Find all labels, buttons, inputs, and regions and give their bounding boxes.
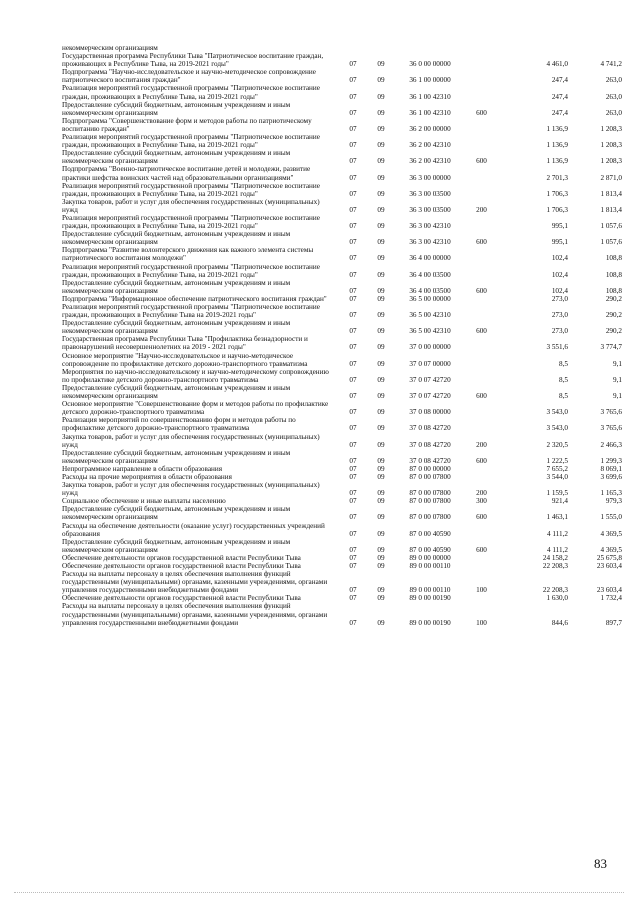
cell-name: Реализация мероприятий государственной программы "Патриотическое воспитание граждан, проживающих в Республике Тыва, на 2019-2021 годы" (62, 181, 320, 198)
table-row (62, 522, 622, 538)
cell-subsection: 09 (377, 618, 385, 627)
cell-amount-year-2: 1 555,0 (600, 513, 622, 522)
table-row (62, 554, 622, 562)
cell-expense-type: 100 (476, 586, 487, 595)
cell-subsection: 09 (377, 529, 385, 538)
cell-amount-year-2: 979,3 (605, 497, 622, 506)
cell-amount-year-1: 3 543,0 (546, 424, 568, 433)
cell-amount-year-1: 247,4 (551, 92, 568, 101)
cell-amount-year-1: 4 461,0 (546, 60, 568, 69)
cell-subsection: 09 (377, 270, 385, 279)
cell-target-article: 36 2 00 00000 (409, 124, 451, 133)
table-row (62, 279, 622, 295)
cell-amount-year-2: 23 603,4 (596, 586, 622, 595)
cell-name: Реализация мероприятий государственной программы "Патриотическое воспитание граждан, проживающих в Республике Тыва, на 2019-2021 годы" (62, 84, 320, 101)
cell-subsection: 09 (377, 472, 385, 481)
cell-subsection: 09 (377, 440, 385, 449)
cell-name: Расходы на выплаты персоналу в целях обеспечения выполнения функций государственными (муниципальными) органами, казенными учреждениями, органами управления государственными внебюджетными фондами (62, 602, 328, 627)
cell-target-article: 87 0 00 07800 (409, 513, 451, 522)
cell-name: Реализация мероприятий по совершенствованию форм и методов работы по профилактике детского дорожно-транспортного травматизма (62, 416, 296, 433)
cell-section: 07 (349, 270, 357, 279)
cell-amount-year-1: 1 136,9 (546, 124, 568, 133)
cell-amount-year-2: 1 813,4 (600, 189, 622, 198)
cell-section: 07 (349, 392, 357, 401)
table-row (62, 101, 622, 117)
cell-name: Подпрограмма "Научно-исследовательское и научно-методическое сопровождение патриотического воспитания граждан" (62, 68, 316, 85)
cell-expense-type: 200 (476, 489, 487, 498)
cell-target-article: 36 3 00 03500 (409, 205, 451, 214)
cell-target-article: 37 0 08 00000 (409, 408, 451, 417)
table-row (62, 44, 622, 52)
cell-subsection: 09 (377, 92, 385, 101)
cell-section: 07 (349, 545, 357, 554)
cell-amount-year-2: 290,2 (605, 294, 622, 303)
cell-amount-year-2: 1 208,3 (600, 124, 622, 133)
cell-section: 07 (349, 286, 357, 295)
cell-name: Государственная программа Республики Тыва "Профилактика безнадзорности и правонарушений несовершеннолетних на 2019 - 2021 годы" (62, 335, 308, 352)
cell-subsection: 09 (377, 392, 385, 401)
table-row (62, 538, 622, 554)
cell-subsection: 09 (377, 311, 385, 320)
cell-amount-year-2: 1 165,3 (600, 489, 622, 498)
cell-section: 07 (349, 311, 357, 320)
cell-subsection: 09 (377, 189, 385, 198)
cell-subsection: 09 (377, 375, 385, 384)
cell-subsection: 09 (377, 108, 385, 117)
cell-section: 07 (349, 472, 357, 481)
cell-amount-year-2: 23 603,4 (596, 562, 622, 570)
cell-amount-year-2: 263,0 (605, 108, 622, 117)
cell-amount-year-1: 102,4 (551, 254, 568, 263)
cell-name: Государственная программа Республики Тыва "Патриотическое воспитание граждан, проживающих в Республике Тыва, на 2019-2021 годы" (62, 52, 324, 69)
cell-expense-type: 600 (476, 286, 487, 295)
cell-amount-year-2: 1 732,4 (600, 594, 622, 603)
cell-subsection: 09 (377, 238, 385, 247)
cell-name: Предоставление субсидий бюджетным, автономным учреждениям и иным некоммерческим организациям (62, 230, 291, 247)
cell-section: 07 (349, 254, 357, 263)
cell-name: некоммерческим организациям (62, 44, 158, 52)
cell-section: 07 (349, 108, 357, 117)
table-row (62, 505, 622, 521)
table-row (62, 416, 622, 432)
cell-section: 07 (349, 513, 357, 522)
cell-name: Основное мероприятие "Совершенствование форм и методов работы по профилактике детского дорожно-транспортного травматизма (62, 400, 329, 417)
cell-subsection: 09 (377, 489, 385, 498)
cell-name: Предоставление субсидий бюджетным, автономным учреждениям и иным некоммерческим организациям (62, 149, 291, 166)
table-row (62, 594, 622, 602)
cell-expense-type: 600 (476, 545, 487, 554)
table-row (62, 570, 622, 594)
cell-name: Предоставление субсидий бюджетным, автономным учреждениям и иным некоммерческим организациям (62, 100, 291, 117)
cell-target-article: 36 5 00 00000 (409, 294, 451, 303)
cell-amount-year-1: 3 544,0 (546, 472, 568, 481)
cell-name: Предоставление субсидий бюджетным, автономным учреждениям и иным некоммерческим организациям (62, 537, 291, 554)
cell-amount-year-2: 263,0 (605, 76, 622, 85)
cell-amount-year-1: 4 111,2 (546, 529, 568, 538)
cell-subsection: 09 (377, 545, 385, 554)
cell-amount-year-1: 995,1 (551, 222, 568, 231)
cell-amount-year-2: 2 871,0 (600, 173, 622, 182)
table-row (62, 246, 622, 262)
cell-name: Предоставление субсидий бюджетным, автономным учреждениям и иным некоммерческим организациям (62, 448, 291, 465)
cell-target-article: 89 0 00 00190 (409, 618, 451, 627)
cell-section: 07 (349, 76, 357, 85)
cell-amount-year-2: 108,8 (605, 270, 622, 279)
cell-amount-year-1: 273,0 (551, 294, 568, 303)
cell-name: Обеспечение деятельности органов государственной власти Республики Тыва (62, 594, 301, 603)
cell-expense-type: 100 (476, 618, 487, 627)
cell-section: 07 (349, 586, 357, 595)
cell-subsection: 09 (377, 173, 385, 182)
cell-amount-year-2: 3 774,7 (600, 343, 622, 352)
cell-expense-type: 200 (476, 205, 487, 214)
cell-amount-year-1: 247,4 (551, 76, 568, 85)
table-row (62, 84, 622, 100)
cell-amount-year-1: 995,1 (551, 238, 568, 247)
cell-subsection: 09 (377, 424, 385, 433)
cell-subsection: 09 (377, 60, 385, 69)
cell-name: Реализация мероприятий государственной программы "Патриотическое воспитание граждан, проживающих в Республике Тыва, на 2019-2021 годы" (62, 213, 320, 231)
budget-table (62, 44, 622, 627)
cell-name: Реализация мероприятий государственной программы "Патриотическое воспитание граждан, проживающих в Республике Тыва, на 2019-2021 годы" (62, 133, 320, 150)
cell-amount-year-1: 22 208,3 (542, 562, 568, 570)
cell-section: 07 (349, 173, 357, 182)
cell-amount-year-1: 273,0 (551, 311, 568, 320)
cell-section: 07 (349, 294, 357, 303)
cell-amount-year-1: 3 543,0 (546, 408, 568, 417)
cell-section: 07 (349, 440, 357, 449)
cell-amount-year-2: 1 299,3 (600, 456, 622, 465)
cell-expense-type: 600 (476, 238, 487, 247)
table-row (62, 497, 622, 505)
cell-section: 07 (349, 157, 357, 166)
page-bottom-rule (14, 892, 624, 893)
cell-section: 07 (349, 124, 357, 133)
cell-section: 07 (349, 141, 357, 150)
cell-subsection: 09 (377, 124, 385, 133)
table-row (62, 230, 622, 246)
table-row (62, 214, 622, 230)
cell-amount-year-1: 7 655,2 (546, 464, 568, 473)
cell-amount-year-1: 1 222,5 (546, 456, 568, 465)
cell-section: 07 (349, 205, 357, 214)
cell-target-article: 36 1 00 00000 (409, 76, 451, 85)
table-row (62, 319, 622, 335)
cell-amount-year-2: 4 369,5 (600, 529, 622, 538)
cell-target-article: 36 1 00 42310 (409, 92, 451, 101)
cell-amount-year-1: 1 136,9 (546, 141, 568, 150)
table-row (62, 117, 622, 133)
cell-section: 07 (349, 562, 357, 570)
cell-amount-year-2: 3 699,6 (600, 472, 622, 481)
table-row (62, 149, 622, 165)
cell-subsection: 09 (377, 222, 385, 231)
cell-name: Подпрограмма "Военно-патриотическое воспитание детей и молодежи, развитие практики шефства воинских частей над образовательными организациями" (62, 165, 311, 182)
cell-target-article: 37 0 08 42720 (409, 456, 451, 465)
cell-section: 07 (349, 327, 357, 336)
cell-amount-year-1: 3 551,6 (546, 343, 568, 352)
table-row (62, 384, 622, 400)
cell-expense-type: 200 (476, 440, 487, 449)
cell-section: 07 (349, 408, 357, 417)
cell-target-article: 37 0 07 00000 (409, 359, 451, 368)
cell-target-article: 87 0 00 40590 (409, 545, 451, 554)
cell-amount-year-2: 1 057,6 (600, 238, 622, 247)
cell-target-article: 36 4 00 03500 (409, 270, 451, 279)
cell-target-article: 36 3 00 42310 (409, 222, 451, 231)
cell-subsection: 09 (377, 157, 385, 166)
cell-target-article: 87 0 00 07800 (409, 472, 451, 481)
cell-name: Предоставление субсидий бюджетным, автономным учреждениям и иным некоммерческим организациям (62, 505, 291, 522)
cell-section: 07 (349, 424, 357, 433)
cell-section: 07 (349, 375, 357, 384)
cell-section: 07 (349, 222, 357, 231)
cell-subsection: 09 (377, 553, 385, 562)
table-row (62, 198, 622, 214)
cell-amount-year-1: 8,5 (559, 375, 568, 384)
cell-amount-year-2: 290,2 (605, 311, 622, 320)
cell-section: 07 (349, 497, 357, 506)
cell-amount-year-2: 8 069,1 (600, 464, 622, 473)
cell-amount-year-1: 1 630,0 (546, 594, 568, 603)
cell-target-article: 36 4 00 00000 (409, 254, 451, 263)
cell-section: 07 (349, 60, 357, 69)
cell-target-article: 36 3 00 00000 (409, 173, 451, 182)
cell-amount-year-1: 1 463,1 (546, 513, 568, 522)
cell-expense-type: 600 (476, 456, 487, 465)
table-row (62, 449, 622, 465)
table-row (62, 133, 622, 149)
cell-expense-type: 300 (476, 497, 487, 506)
cell-target-article: 36 2 00 42310 (409, 141, 451, 150)
cell-subsection: 09 (377, 497, 385, 506)
cell-target-article: 37 0 07 42720 (409, 392, 451, 401)
cell-name: Закупка товаров, работ и услуг для обеспечения государственных (муниципальных) нужд (62, 481, 320, 498)
cell-target-article: 89 0 00 00190 (409, 594, 451, 603)
table-row (62, 52, 622, 68)
cell-name: Реализация мероприятий государственной программы "Патриотическое воспитание граждан, проживающих в Республике Тыва на 2019-2021 годы" (62, 303, 320, 320)
cell-amount-year-1: 2 320,5 (546, 440, 568, 449)
cell-target-article: 36 5 00 42310 (409, 311, 451, 320)
cell-section: 07 (349, 189, 357, 198)
cell-subsection: 09 (377, 327, 385, 336)
cell-amount-year-2: 9,1 (613, 375, 622, 384)
cell-subsection: 09 (377, 562, 385, 570)
table-row (62, 368, 622, 384)
cell-amount-year-1: 8,5 (559, 359, 568, 368)
table-row (62, 602, 622, 626)
cell-amount-year-1: 1 706,3 (546, 189, 568, 198)
table-row (62, 303, 622, 319)
cell-target-article: 89 0 00 00110 (409, 562, 451, 570)
cell-target-article: 36 2 00 42310 (409, 157, 451, 166)
cell-name: Обеспечение деятельности органов государственной власти Республики Тыва (62, 553, 301, 562)
cell-section: 07 (349, 456, 357, 465)
cell-subsection: 09 (377, 408, 385, 417)
cell-amount-year-1: 24 158,2 (542, 553, 568, 562)
cell-amount-year-1: 1 159,5 (546, 489, 568, 498)
page-number: 83 (594, 856, 607, 871)
cell-amount-year-1: 1 706,3 (546, 205, 568, 214)
cell-target-article: 36 5 00 42310 (409, 327, 451, 336)
cell-section: 07 (349, 359, 357, 368)
cell-amount-year-1: 844,6 (551, 618, 568, 627)
cell-name: Подпрограмма "Информационное обеспечение патриотического воспитания граждан" (62, 294, 327, 303)
cell-expense-type: 600 (476, 392, 487, 401)
cell-target-article: 36 3 00 03500 (409, 189, 451, 198)
cell-section: 07 (349, 529, 357, 538)
cell-name: Реализация мероприятий государственной программы "Патриотическое воспитание граждан, проживающих в Республике Тыва, на 2019-2021 годы" (62, 262, 320, 279)
cell-name: Предоставление субсидий бюджетным, автономным учреждениям и иным некоммерческим организациям (62, 319, 291, 336)
cell-amount-year-1: 1 136,9 (546, 157, 568, 166)
cell-section: 07 (349, 238, 357, 247)
cell-expense-type: 600 (476, 513, 487, 522)
cell-name: Непрограммное направление в области образования (62, 464, 223, 473)
cell-subsection: 09 (377, 464, 385, 473)
table-row (62, 182, 622, 198)
cell-amount-year-2: 108,8 (605, 286, 622, 295)
cell-subsection: 09 (377, 254, 385, 263)
cell-expense-type: 600 (476, 108, 487, 117)
table-row (62, 352, 622, 368)
table-row (62, 165, 622, 181)
cell-amount-year-1: 2 701,3 (546, 173, 568, 182)
cell-subsection: 09 (377, 294, 385, 303)
cell-target-article: 87 0 00 40590 (409, 529, 451, 538)
cell-amount-year-2: 1 208,3 (600, 157, 622, 166)
cell-target-article: 89 0 00 00110 (409, 586, 451, 595)
cell-target-article: 87 0 00 07800 (409, 497, 451, 506)
table-row (62, 465, 622, 473)
table-row (62, 335, 622, 351)
table-row (62, 473, 622, 481)
cell-name: Обеспечение деятельности органов государственной власти Республики Тыва (62, 562, 301, 570)
cell-target-article: 37 0 07 42720 (409, 375, 451, 384)
cell-amount-year-2: 4 741,2 (600, 60, 622, 69)
cell-amount-year-1: 22 208,3 (542, 586, 568, 595)
table-row (62, 68, 622, 84)
cell-target-article: 87 0 00 07800 (409, 489, 451, 498)
table-row (62, 263, 622, 279)
cell-subsection: 09 (377, 205, 385, 214)
cell-amount-year-1: 273,0 (551, 327, 568, 336)
cell-expense-type: 600 (476, 157, 487, 166)
cell-amount-year-2: 9,1 (613, 392, 622, 401)
cell-amount-year-2: 1 057,6 (600, 222, 622, 231)
cell-amount-year-2: 2 466,3 (600, 440, 622, 449)
cell-target-article: 37 0 08 42720 (409, 424, 451, 433)
cell-target-article: 36 0 00 00000 (409, 60, 451, 69)
cell-amount-year-1: 102,4 (551, 286, 568, 295)
cell-subsection: 09 (377, 286, 385, 295)
cell-amount-year-2: 1 208,3 (600, 141, 622, 150)
cell-amount-year-2: 25 675,8 (596, 553, 622, 562)
table-row (62, 562, 622, 570)
cell-amount-year-2: 897,7 (605, 618, 622, 627)
cell-amount-year-2: 108,8 (605, 254, 622, 263)
cell-section: 07 (349, 594, 357, 603)
cell-subsection: 09 (377, 586, 385, 595)
cell-name: Расходы на прочие мероприятия в области образования (62, 472, 232, 481)
cell-amount-year-2: 290,2 (605, 327, 622, 336)
cell-name: Мероприятия по научно-исследовательскому и научно-методическому сопровождению по профилактике детского дорожно-транспортного травматизма (62, 367, 329, 384)
cell-name: Расходы на выплаты персоналу в целях обеспечения выполнения функций государственными (муниципальными) органами, казенными учреждениями, органами управления государственными внебюджетными фондами (62, 570, 328, 595)
cell-amount-year-1: 102,4 (551, 270, 568, 279)
cell-target-article: 36 4 00 03500 (409, 286, 451, 295)
cell-name: Закупка товаров, работ и услуг для обеспечения государственных (муниципальных) нужд (62, 432, 320, 449)
cell-section: 07 (349, 464, 357, 473)
cell-name: Предоставление субсидий бюджетным, автономным учреждениям и иным некоммерческим организациям (62, 383, 291, 401)
cell-amount-year-2: 1 813,4 (600, 205, 622, 214)
cell-subsection: 09 (377, 141, 385, 150)
table-row (62, 481, 622, 497)
cell-name: Социальное обеспечение и иные выплаты населению (62, 497, 226, 506)
cell-name: Основное мероприятие "Научно-исследовательское и научно-методическое сопровождение по профилактике детского дорожно-транспортного травматизма (62, 351, 308, 368)
cell-amount-year-2: 3 765,6 (600, 408, 622, 417)
cell-name: Расходы на обеспечение деятельности (оказание услуг) государственных учреждений образования (62, 521, 325, 538)
table-row (62, 400, 622, 416)
cell-amount-year-2: 263,0 (605, 92, 622, 101)
cell-amount-year-2: 9,1 (613, 359, 622, 368)
cell-name: Закупка товаров, работ и услуг для обеспечения государственных (муниципальных) нужд (62, 197, 320, 214)
cell-subsection: 09 (377, 513, 385, 522)
cell-subsection: 09 (377, 594, 385, 603)
cell-section: 07 (349, 92, 357, 101)
table-row (62, 295, 622, 303)
cell-amount-year-2: 4 369,5 (600, 545, 622, 554)
cell-section: 07 (349, 489, 357, 498)
cell-target-article: 36 1 00 42310 (409, 108, 451, 117)
cell-amount-year-2: 3 765,6 (600, 424, 622, 433)
cell-expense-type: 600 (476, 327, 487, 336)
cell-name: Подпрограмма "Совершенствование форм и методов работы по патриотическому воспитанию граждан" (62, 116, 312, 133)
cell-amount-year-1: 921,4 (551, 497, 568, 506)
cell-name: Подпрограмма "Развитие волонтерского движения как важного элемента системы патриотического воспитания молодежи" (62, 246, 314, 263)
cell-target-article: 87 0 00 00000 (409, 464, 451, 473)
cell-subsection: 09 (377, 359, 385, 368)
cell-target-article: 37 0 00 00000 (409, 343, 451, 352)
cell-name: Предоставление субсидий бюджетным, автономным учреждениям и иным некоммерческим организациям (62, 278, 291, 295)
cell-target-article: 89 0 00 00000 (409, 553, 451, 562)
cell-section: 07 (349, 553, 357, 562)
cell-section: 07 (349, 343, 357, 352)
cell-target-article: 36 3 00 42310 (409, 238, 451, 247)
cell-subsection: 09 (377, 76, 385, 85)
cell-section: 07 (349, 618, 357, 627)
cell-subsection: 09 (377, 343, 385, 352)
cell-amount-year-1: 247,4 (551, 108, 568, 117)
cell-subsection: 09 (377, 456, 385, 465)
cell-amount-year-1: 4 111,2 (546, 545, 568, 554)
cell-target-article: 37 0 08 42720 (409, 440, 451, 449)
cell-amount-year-1: 8,5 (559, 392, 568, 401)
table-row (62, 433, 622, 449)
